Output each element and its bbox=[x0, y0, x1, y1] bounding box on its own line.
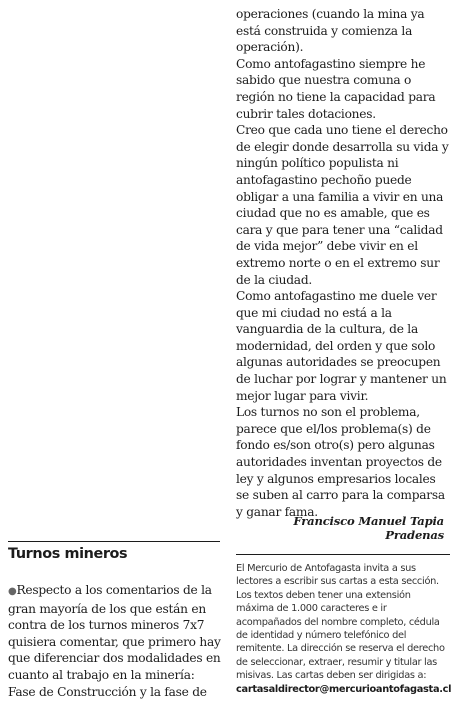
letter-continuation bbox=[236, 6, 450, 520]
letter-signature: Francisco Manuel Tapia Pradenas bbox=[293, 514, 444, 542]
paragraph: Fase de Construcción y la fase de bbox=[8, 684, 207, 699]
paragraph: Como antofagastino me duele ver que mi ciudad no está a la vanguardia de la cultura, de la modernidad, del orden y que solo algunas autoridades se preocupen de luchar por lograr y mantener un mejor lugar para vivir. bbox=[236, 289, 447, 403]
letter-body bbox=[8, 582, 222, 700]
paragraph: Los turnos no son el problema, parece que el/los problema(s) de fondo es/son otro(s) pero algunas autoridades inventan proyectos de ley y algunos empresarios locales se suben al carro para la comparsa y ganar fama. bbox=[236, 405, 445, 519]
section-divider bbox=[8, 541, 220, 542]
paragraph: Creo que cada uno tiene el derecho de elegir donde desarrolla su vida y ningún político populista ni antofagastino pechoño puede obligar a una familia a vivir en una ciudad que no es amable, que es cara y que para tener una “calidad de vida mejor” debe vivir en el extremo norte o en el extremo sur de la ciudad. bbox=[236, 123, 449, 287]
submission-notice bbox=[236, 562, 450, 696]
letter-heading: Turnos mineros bbox=[8, 546, 128, 562]
paragraph: Como antofagastino siempre he sabido que nuestra comuna o región no tiene la capacidad para cubrir tales dotaciones. bbox=[236, 56, 436, 121]
bullet-icon: ● bbox=[8, 586, 17, 597]
paragraph bbox=[8, 582, 222, 684]
notice-divider bbox=[236, 554, 450, 555]
notice-text: El Mercurio de Antofagasta invita a sus lectores a escribir sus cartas a esta sección. Los textos deben tener una extensión máxima de 1.000 caracteres e ir acompañados del nombre completo, cédula de identidad y número telefónico del remitente. La dirección se reserva el derecho de seleccionar, extraer, resumir y titular las misivas. Las cartas deben ser dirigidas a: bbox=[236, 563, 445, 682]
paragraph-text: Respecto a los comentarios de la gran mayoría de los que están en contra de los turnos mineros 7x7 quisiera comentar, que primero hay que diferenciar dos modalidades en cuanto al trabajo en la minería: bbox=[8, 583, 221, 682]
notice-email[interactable]: cartasaldirector@mercurioantofagasta.cl bbox=[236, 683, 452, 695]
paragraph: operaciones (cuando la mina ya está construida y comienza la operación). bbox=[236, 7, 425, 55]
